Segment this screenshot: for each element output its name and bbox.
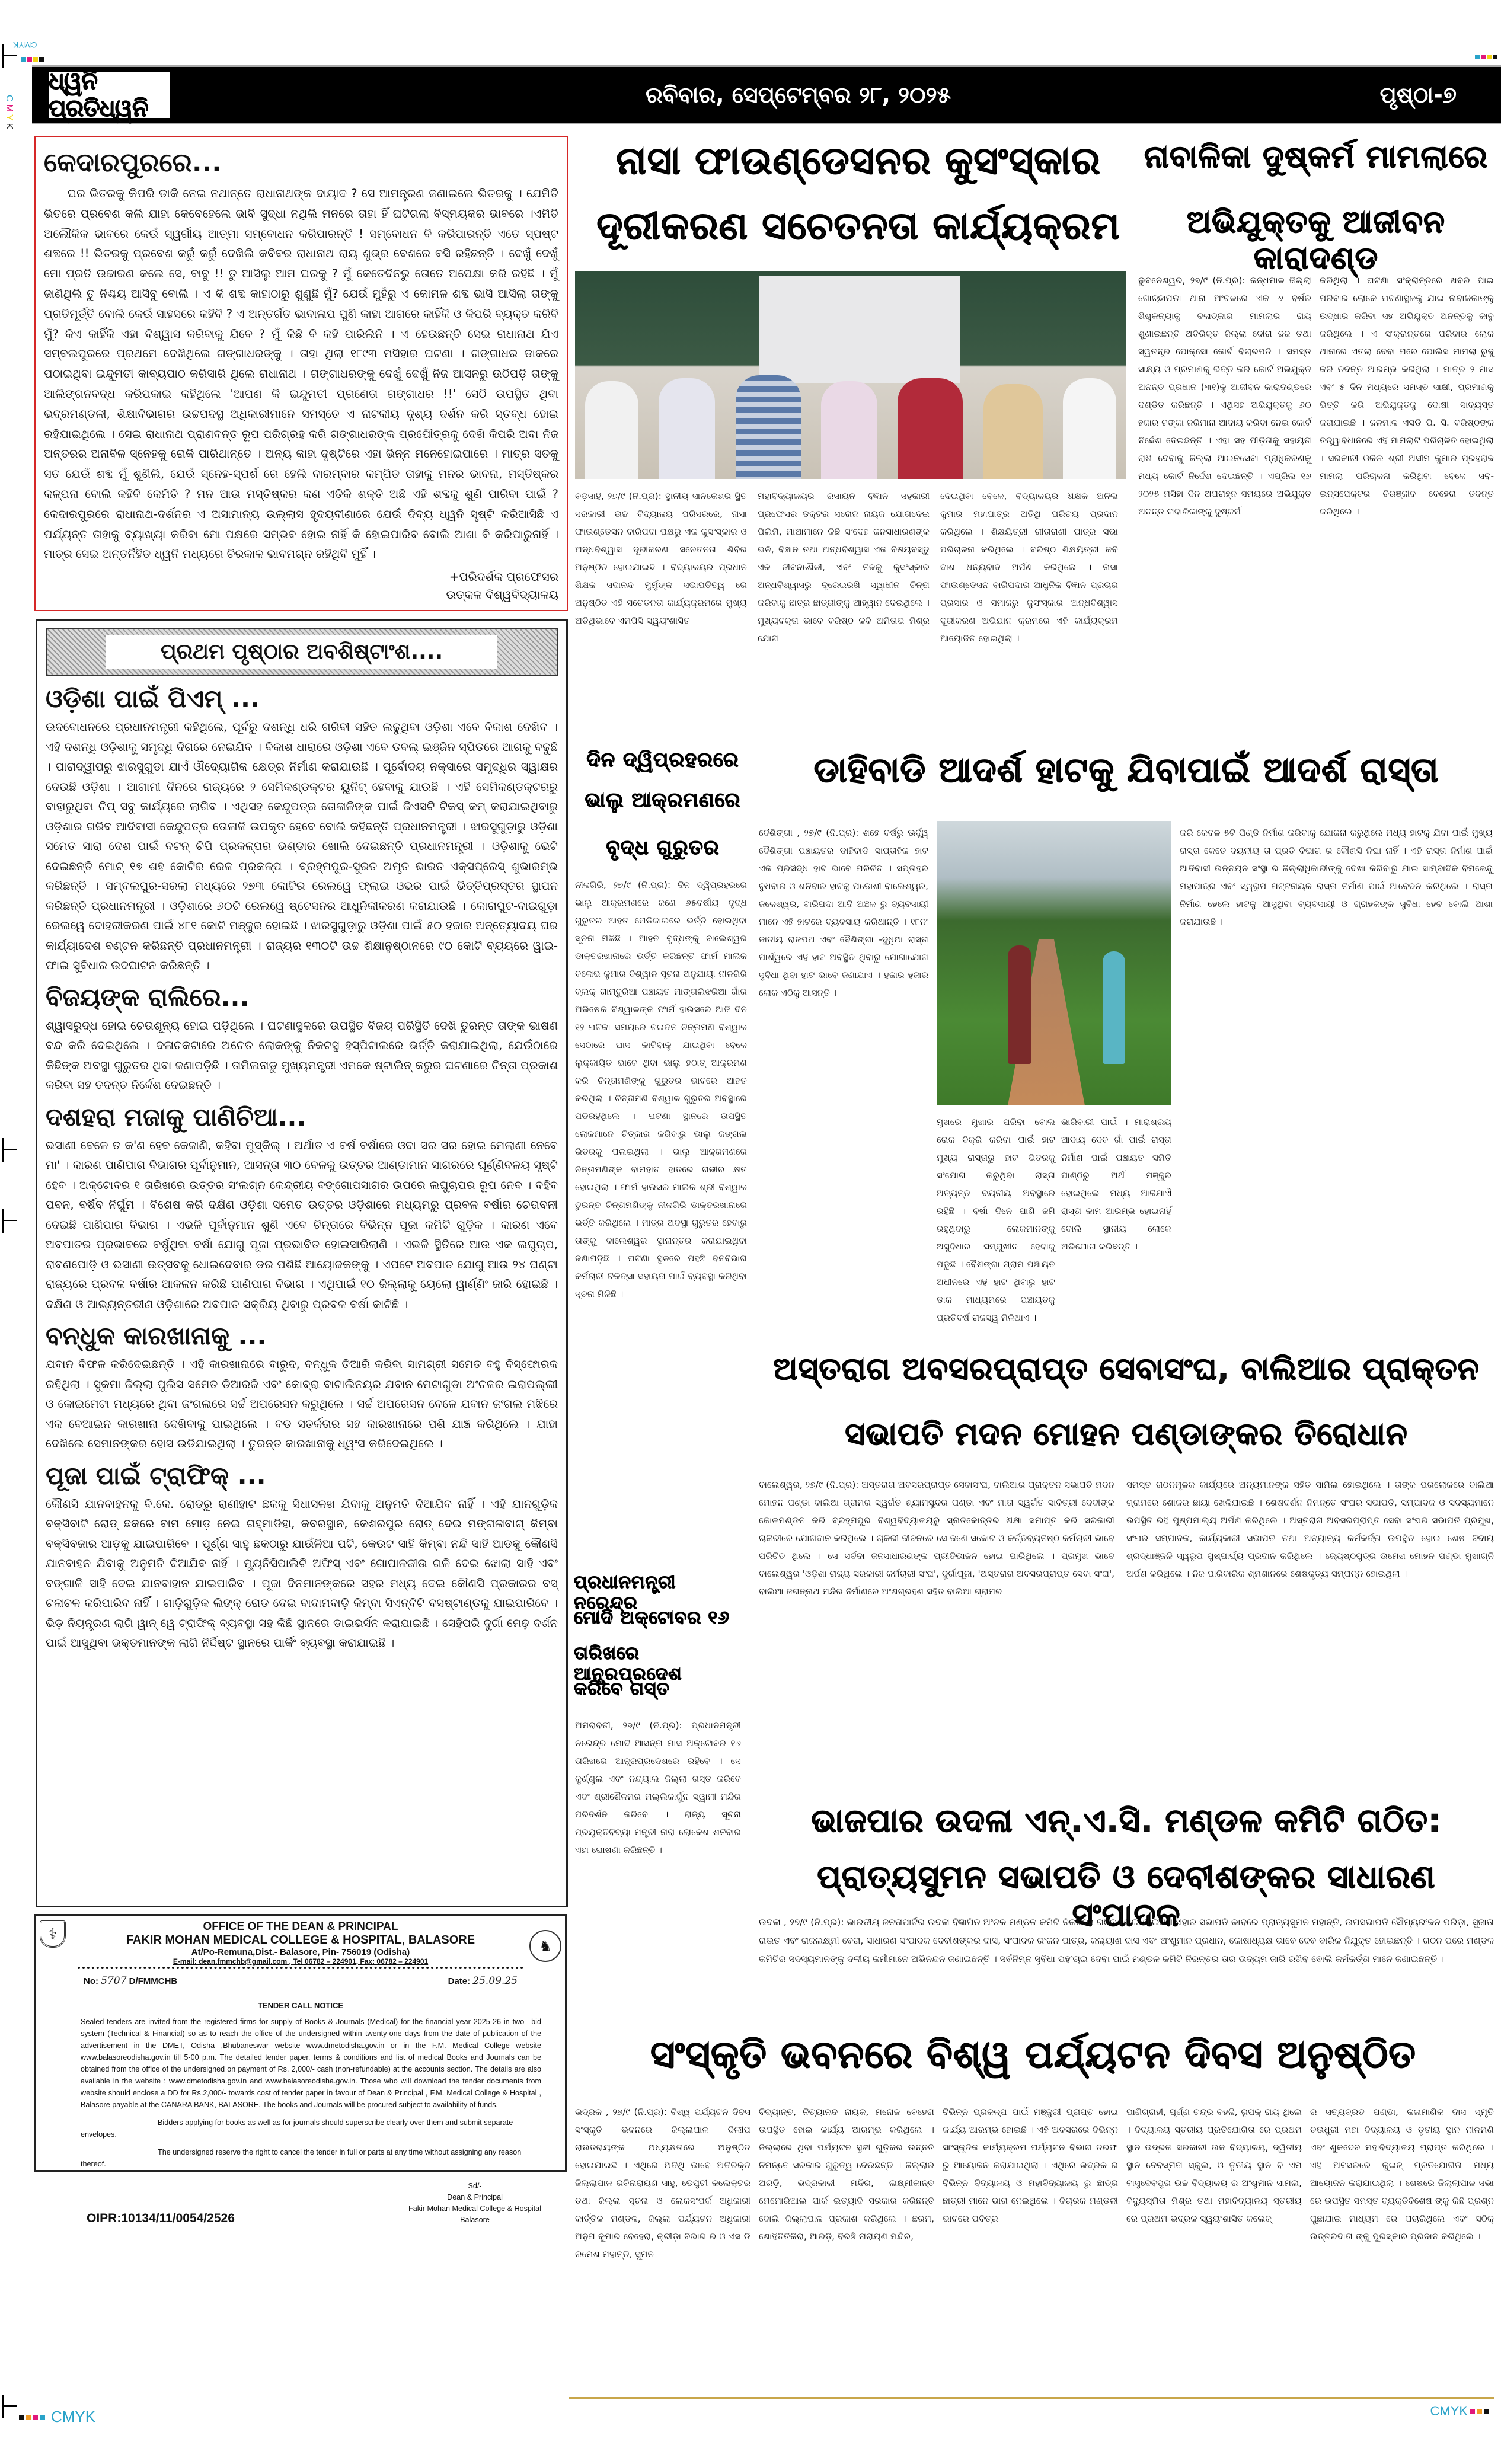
bjp-headline-line-1: ଭାଜପାର ଉଦଳା ଏନ୍.ଏ.ସି. ମଣ୍ଡଳ କମିଟି ଗଠିତ: [811, 1802, 1442, 1839]
registration-crossmark-mid-2 [2, 1209, 18, 1233]
tourism-headline: ସଂସ୍କୃତି ଭବନରେ ବିଶ୍ୱ ପର୍ଯ୍ୟଟନ ଦିବସ ଅନୁଷ୍ଠିତ [650, 2033, 1416, 2077]
editorial-title: କେଦାରପୁରରେ... [44, 148, 222, 178]
nasa-story-col-1: ବଡ଼ସାହି, ୨୭/୯ (ନି.ପ୍ର): ସ୍ଥାନୀୟ ସାନକେଶର ସ୍ଥିତ ସରକାରୀ ଉଚ୍ଚ ବିଦ୍ୟାଳୟ ପରିସରରେ, ନାସା ଫାଉଣ୍ଡେସନ ବାରିପଦା ପକ୍ଷରୁ ଏକ କୁସଂସ୍କାର ଓ ଅନ୍ଧବିଶ୍ୱାସ ଦୂରୀକରଣ ସଚେତନତା ଶିବିର ଅନୁଷ୍ଠିତ ହୋଇଯାଇଛି । ବିଦ୍ୟାଳୟର ପ୍ରଧାନ ଶିକ୍ଷକ ସଦାନନ୍ଦ ମୁର୍ମୁଙ୍କ ସଭାପତିତ୍ୱ ରେ ଅନୁଷ୍ଠିତ ଏହି ସଚେତନତା କାର୍ଯ୍ୟକ୍ରମରେ ମୁଖ୍ୟ ଅତିଥିଭାବେ ଏମପିସି ସ୍ୱୟଂଶାସିତ [575, 491, 747, 626]
nasa-headline-line-2: ଦୂରୀକରଣ ସଚେତନତା କାର୍ଯ୍ୟକ୍ରମ [596, 204, 1120, 248]
market-road-headline: ଡାହିବାଡି ଆଦର୍ଶ ହାଟକୁ ଯିବାପାଇଁ ଆଦର୍ଶ ରାସ୍ତା [813, 750, 1439, 790]
cmyk-label-top: CMYK [13, 40, 37, 50]
registration-crossmark-mid-1 [2, 1138, 18, 1162]
bear-headline-line-3: ବୃଦ୍ଧ ଗୁରୁତର [606, 836, 720, 859]
tender-bidders-note: Bidders applying for books as well as for journals should superscribe clearly over them and submit separate envelopes. [81, 2118, 513, 2139]
color-bars-top-right [1475, 55, 1497, 59]
editorial-body: ଘର ଭିତରକୁ କିପରି ଡାକି ନେଇ ନଥାନ୍ତେ ରାଧାନାଥଙ୍କ ଦାୟାଦ ? ସେ ଆମନ୍ତ୍ରଣ ଜଣାଇଲେ ଭିତରକୁ । ଯେମିତି ଭିତରେ ପ୍ରବେଶ କଲି ଯାହା କେବେହେଲେ ଭାବି ସୁଦ୍ଧା ନଥିଲି ମନରେ ତାହା ହିଁ ଘଟିଗଲା ବିସ୍ମୟକର ଭାବରେ ।ଏମିତି ଅଲୌକିକ ଭାବରେ କେଉଁ ସ୍ୱର୍ଗୀୟ ଆତ୍ମା ସମ୍ବୋଧନ କରିପାରନ୍ତି ! ସମ୍ବୋଧନ ବି କରିପାରନ୍ତି ଏତେ ସ୍ପଷ୍ଟ ଶବ୍ଦରେ !! ଭିତରକୁ ପ୍ରବେଶ କରୁଁ କରୁଁ ଦେଖିଲି କବିବର ରାଧାନାଥ ରାୟ ଶୁଭ୍ର ବେଶରେ ବସି ରହିଛନ୍ତି । ଦେଖୁଁ ଦେଖୁଁ ମୋ ପ୍ରତି ଉଚ୍ଚାରଣ କଲେ ସେ, ବାବୁ !! ତୁ ଆସିଲୁ ଆମ ଘରକୁ ? ମୁଁ କେତେଦିନରୁ ତୋତେ ଅପେକ୍ଷା କରି ରହିଛି । ମୁଁ ଜାଣିଥିଲି ତୁ ନିଶ୍ଚୟ ଆସିବୁ ବୋଲି । ଏ କି ଶବ୍ଦ କାହାଠାରୁ ଶୁଣୁଛି ମୁଁ? ଯେଉଁ ମୁହଁରୁ ଏ କୋମଳ ଶବ୍ଦ ଭାସି ଆସିଲା ତାଙ୍କୁ ପ୍ରତିମୂର୍ତ୍ତି ବୋଲି କେଉଁ ସାହସରେ କହିବି ? ଏ ଅନ୍ତର୍ଗତ ଭାବାଳାପ ପୁଣି କାହା ଆଗରେ କାହିଁକି ଓ କିପରି ବ୍ୟକ୍ତ କରିବି ମୁଁ? କିଏ କାହିଁକି ଏହା ବିଶ୍ୱାସ କରିବାକୁ ଯିବେ ? ମୁଁ କିଛି ବି କହି ପାରିଲିନି । ଏ ହେଉଛନ୍ତି ସେଇ ରାଧାନାଥ ଯିଏ ସମ୍ବଲପୁରରେ ପ୍ରଥମେ ଦେଖିଥିଲେ ଗଙ୍ଗାଧରଙ୍କୁ । ତାହା ଥିଲା ୧୮୯୩ ମସିହାର ଘଟଣା । ଗଙ୍ଗାଧର ଡାକରେ ପଠାଇଥିବା ଇନ୍ଦୁମତୀ କାବ୍ୟପାଠ କରିସାରି ଥିଲେ ରାଧାନାଥ । ଗଙ୍ଗାଧରଙ୍କୁ ଦେଖୁଁ ଦେଖୁଁ ନିଜ ଆସନରୁ ଉଠିପଡ଼ି ତାଙ୍କୁ ଆଲିଙ୍ଗନବଦ୍ଧ କରିପକାଇ କହିଥିଲେ 'ଆପଣ କି ଇନ୍ଦୁମତୀ ପ୍ରଣେତା ଗଙ୍ଗାଧର !!' ସେଠି ଉପସ୍ଥିତ ଥିବା ଭଦ୍ରମଣ୍ଡଳୀ, ଶିକ୍ଷାବିଭାଗର ଉଚ୍ଚପଦସ୍ଥ ଅଧିକାରୀମାନେ ସମସ୍ତେ ଏ ନାଟକୀୟ ଦୃଶ୍ୟ ଦର୍ଶନ କରି ସ୍ତବ୍ଧ ହୋଇ ରହିଯାଇଥିଲେ । ସେଇ ରାଧାନାଥ ପ୍ରାଣବନ୍ତ ରୂପ ପରିଗ୍ରହ କରି ଗଙ୍ଗାଧରଙ୍କ ପ୍ରପୌତ୍ରକୁ ଦେଖି କିପରି ଅବା ନିଜ ଅନ୍ତରର ଅନାବିଳ ସ୍ନେହକୁ ରୋକି ପାରିଥାନ୍ତେ । ଅନ୍ୟ କାହା ଦୃଷ୍ଟିରେ ଏହା ଭିନ୍ନ ମନେହୋଇପାରେ । ମାତ୍ର ସତକୁ ସତ ଯେଉଁ ଶବ୍ଦ ମୁଁ ଶୁଣିଲି, ଯେଉଁ ସ୍ନେହ-ସ୍ପର୍ଶ ରେ ହେଲି ବାରମ୍ବାର କମ୍ପିତ ତାହାକୁ ମନର ଭାବନା, ମସ୍ତିଷ୍କର କଳ୍ପନା ବୋଲି କହିବି କେମିତି ? ମନ ଆଉ ମସ୍ତିଷ୍କର କଣ ଏତିକି ଶକ୍ତି ଅଛି ଏହି ଶବ୍ଦକୁ ଶୁଣି ପାରିବା ପାଇଁ ? କେଦାରପୁରରେ ରାଧାନାଥ-ଦର୍ଶନର ଏ ଅସାମାନ୍ୟ ଉଲ୍ଲାସ ହୃଦୟବୀଣାରେ ଯେଉଁ ଦିବ୍ୟ ଧ୍ୱନି ସୃଷ୍ଟି କରିଆସିଛି ଏ ପର୍ଯ୍ୟନ୍ତ ତାହାକୁ ବ୍ୟାଖ୍ୟା କରିବା ମୋ ପକ୍ଷରେ ସମ୍ଭବ ହୋଇ ନାହିଁ କି ହୋଇପାରିବ ବୋଲି ଆଶା ବି କରିପାରୁନାହିଁ । ମାତ୍ର ସେଇ ଅନ୍ତର୍ନିହିତ ଧ୍ୱନି ମଧ୍ୟରେ ଚିରକାଳ ଭାବମଗ୍ନ ରହିଥିବି ମୁହିଁ । [44, 187, 558, 561]
bear-headline-line-1: ଦିନ ଦ୍ୱିପ୍ରହରରେ [586, 748, 739, 772]
continuation-banner [46, 628, 558, 676]
tender-body: Sealed tenders are invited from the registered firms for supply of Books & Journals (Medical) for the financial year 2025-26 in two –bid system (Technical & Financial) so as to reach the office of the undersigned within twenty-one days from the date of publication of the advertisement in the DMET, Odisha ,Bhubaneswar website www.dmetodisha.gov.in or in the F.M. Medical College website www.balasoreodisha.gov.in till 5-00 p.m. The detailed tender paper, terms & conditions and list of medical Books and Journals can be obtained from the office of the undersigned on payment of Rs. 2,000/- cash (non-refundable) at the accounts section. The details are also available in the website : www.dmetodisha.gov.in and www.balasoreodisha.gov.in. Those who will download the tender documents from website should enclose a DD for Rs.2,000/- towards cost of tender paper in favour of Dean & Principal , F.M. Medical College & Hospital , Balasore payable at the CANARA BANK, BALASORE. The books and Journals will be procured subject to availability of funds. [81, 2018, 541, 2109]
story-body: ଉଦବୋଧନରେ ପ୍ରଧାନମନ୍ତ୍ରୀ କହିଥିଲେ, ପୂର୍ବରୁ ଦଶନ୍ଧି ଧରି ଗରିବୀ ସହିତ ଲଢୁଥିବା ଓଡ଼ିଶା ଏବେ ବିକାଶ ଦେଖିବ । ଏହି ଦଶନ୍ଧି ଓଡ଼ିଶାକୁ ସମୃଦ୍ଧି ଦିଗରେ ନେଇଯିବ । ବିକାଶ ଧାରାରେ ଓଡ଼ିଶା ଏବେ ଡବଲ୍ ଇଞ୍ଜିନ ସ୍ପିଡରେ ଆଗକୁ ବଢୁଛି । ପାରାଦ୍ୱୀପରୁ ଝାରସୁଗୁଡା ଯାଏଁ ଔଦ୍ୟୋଗିକ କ୍ଷେତ୍ର ନିର୍ମାଣ କରାଯାଉଛି । ପୂର୍ବୋଦୟ ନକ୍ସାରେ ସମୃଦ୍ଧିର ସ୍ୱାକ୍ଷର ଦେଉଛି ଓଡ଼ିଶା । ଆଗାମୀ ଦିନରେ ରାଜ୍ୟରେ ୨ ସେମିକଣ୍ଡକ୍ଟର ୟୁନିଟ୍ ହେବାକୁ ଯାଉଛି । ଏହି ସେମିକଣ୍ଡକ୍ଟରରୁ ବାହାରୁଥିବା ଚିପ୍ ସବୁ କାର୍ଯ୍ୟରେ ଲାଗିବ । ଏଥିସହ କେନ୍ଦୁପତ୍ର ତୋଳାଳିଙ୍କ ପାଇଁ ଜିଏସଟି ଟିକସ୍ କମ୍ କରାଯାଇଥିବାରୁ ଓଡ଼ିଶାର ଗରିବ ଆଦିବାସୀ କେନ୍ଦୁପତ୍ର ତୋଳାଳି ଉପକୃତ ହେବେ ବୋଲି କହିଛନ୍ତି ପ୍ରଧାନମନ୍ତ୍ରୀ । ଝାରସୁଗୁଡ଼ାରୁ ଓଡ଼ିଶା ସମେତ ସାରା ଦେଶ ପାଇଁ ବଟନ୍ ଚିପି ପ୍ରକଳ୍ପର ଭଣ୍ଡାର ଖୋଲି ଦେଇଛନ୍ତି ପ୍ରଧାନମନ୍ତ୍ରୀ । ଓଡ଼ିଶାକୁ ଭେଟି ଦେଇଛନ୍ତି ମୋଟ୍ ୧୭ ଶହ କୋଟିର ରେଳ ପ୍ରକଳ୍ପ । ବ୍ରହ୍ମପୁର-ସୁରତ ଅମୃତ ଭାରତ ଏକ୍ସପ୍ରେସ୍ ଶୁଭାରମ୍ଭ କରିଛନ୍ତି । ସମ୍ବଲପୁର-ସରଲା ମଧ୍ୟରେ ୨୭୩ କୋଟିର ରେଲୱେ ଫ୍ଲାଇ ଓଭର ପାଇଁ ଭିତ୍ତିପ୍ରସ୍ତର ସ୍ଥାପନ କରିଛନ୍ତି ପ୍ରଧାନମନ୍ତ୍ରୀ । ଓଡ଼ିଶାରେ ୬୦ଟି ରେଲୱେ ଷ୍ଟେସନର ଆଧୁନିକୀକରଣ କରାଯାଉଛି । କୋରାପୁଟ-ବାଇଗୁଡ଼ା ରେଲୱେ ଦୋହରୀକରଣ ପାଇଁ ୪୮୧ କୋଟି ମଞ୍ଜୁର ହୋଇଛି । ଝାରସୁଗୁଡ଼ାରୁ ଓଡ଼ିଶା ପାଇଁ ୫୦ ହଜାର ଅନ୍ତ୍ୟୋଦୟ ଘର କାର୍ଯ୍ୟାଦେଶ ବଣ୍ଟନ କରିଛନ୍ତି ପ୍ରଧାନମନ୍ତ୍ରୀ । ରାଜ୍ୟର ୧୩୦ଟି ଉଚ୍ଚ ଶିକ୍ଷାନୁଷ୍ଠାନରେ ୯୦ କୋଟି ବ୍ୟୟରେ ୱାଇ-ଫାଇ ସୁବିଧାର ଉଦଘାଟନ କରିଛନ୍ତି । [46, 720, 558, 972]
story-body: କୌଣସି ଯାନବାହନକୁ ବି.କେ. ରୋଡ୍‌ରୁ ରାଣୀହାଟ ଛକକୁ ସିଧାସଳଖ ଯିବାକୁ ଅନୁମତି ଦିଆଯିବ ନାହିଁ । ଏହି ଯାନଗୁଡ଼ିକ ବକ୍ସିବାଟି ରୋଡ୍ ଛକରେ ବାମ ମୋଡ଼ ନେଇ ଗହ୍ମାଡିହା, କବରସ୍ଥାନ, କେଶରପୁର ରୋଡ୍ ଦେଇ ମଙ୍ଗଳାବାଗ୍ କିମ୍ବା ବକ୍ସିବଜାର ଆଡ଼କୁ ଯାଇପାରିବେ । ପୂର୍ଣ୍ଣ ସାହୁ ଛକଠାରୁ ଯାଉଁଳିଆ ପଟି, କେଉଟ ସାହି କିମ୍ବା ନନ୍ଦି ସାହି ଆଡକୁ କୌଣସି ଯାନବାହନ ଯିବାକୁ ଅନୁମତି ଦିଆଯିବ ନାହିଁ । ମ୍ୟୁନିସିପାଲିଟି ଅଫିସ୍ ଏବଂ ଗୋପାଳଜୀଉ ଗଳି ଦେଇ ଝୋଲା ସାହି ଏବଂ ବଙ୍ଗାଳି ସାହି ଦେଇ ଯାନବାହାନ ଯାଇପାରିବ । ପୂଜା ଦିନମାନଙ୍କରେ ସହର ମଧ୍ୟ ଦେଇ କୌଣସି ପ୍ରକାରର ବସ୍ ଚଳାଚଳ କରିପାରିବ ନାହିଁ । ଗାଡ଼ିଗୁଡ଼ିକ ଲିଙ୍କ୍ ରୋଡ ଦେଇ ବାଦାମବାଡ଼ି କିମ୍ବା ସିଏନ୍‌ବିଟି ବସଷ୍ଟାଣ୍ଡକୁ ଯାଇପାରିବେ । ଭିଡ଼ ନିୟନ୍ତ୍ରଣ ଲାଗି ୱାନ୍ ୱେ ଟ୍ରାଫିକ୍ ବ୍ୟବସ୍ଥା ସହ କିଛି ସ୍ଥାନରେ ଡାଇଭର୍ସନ କରାଯାଇଛି । ସେହିପରି ଦୁର୍ଗା ମେଢ଼ ଦର୍ଶନ ପାଇଁ ଆସୁଥିବା ଭକ୍ତମାନଙ୍କ ଲାଗି ନିର୍ଦ୍ଦିଷ୍ଟ ସ୍ଥାନରେ ପାର୍କିଂ ବ୍ୟବସ୍ଥା କରାଯାଇଛି । [46, 1497, 558, 1650]
sig-line: Dean & Principal [447, 2193, 503, 2201]
tender-college: FAKIR MOHAN MEDICAL COLLEGE & HOSPITAL, BALASORE [126, 1934, 475, 1947]
cyclist-left [1008, 945, 1031, 1064]
newspaper-logo: ଧ୍ୱନି ପ୍ରତିଧ୍ୱନି [49, 72, 170, 118]
editorial-byline-role: +ପରିଦର୍ଶକ ପ୍ରଫେସର [449, 570, 558, 584]
nasa-story-col-3: ଦେଇଥିବା ବେଳେ, ବିଦ୍ୟାଳୟର ଶିକ୍ଷକ ଅନିଲ କୁମାର ମହାପାତ୍ର ଅତିଥି ପରିଚୟ ପ୍ରଦାନ କରିଥିଲେ । ଶିକ୍ଷୟିତ୍ରୀ ଗୀତାରାଣୀ ପାତ୍ର ସଭା ପରିଚାଳନା କରିଥିଲେ । ବରିଷ୍ଠ ଶିକ୍ଷୟିତ୍ରୀ କବି ଦାଶ ଧନ୍ୟବାଦ ଅର୍ପଣ କରିଥିଲେ । ନାସା ଫାଉଣ୍ଡେସନ ବାରିପଦାର ଆଧୁନିକ ବିଜ୍ଞାନ ପ୍ରଚାର ପ୍ରସାର ଓ ସମାଜରୁ କୁସଂସ୍କାର ଅନ୍ଧବିଶ୍ୱାସ ଦୂରୀକରଣ ଅଭିଯାନ କ୍ରମରେ ଏହି କାର୍ଯ୍ୟକ୍ରମ ଆୟୋଜିତ ହୋଇଥିଲା । [940, 491, 1118, 644]
tender-oipr-code: OIPR:10134/11/0054/2526 [87, 2211, 235, 2225]
cmyk-side-strip: CMYK [4, 95, 14, 132]
issue-date: ରବିବାର, ସେପ୍ଟେମ୍ବର ୨୮, ୨୦୨୫ [646, 81, 951, 108]
story-title: ଓଡ଼ିଶା ପାଇଁ ପିଏମ୍ ... [46, 684, 260, 713]
masthead [32, 65, 1501, 124]
registration-crossmark-bottom [2, 2395, 18, 2418]
tender-notice-ad [34, 1914, 567, 2225]
nasa-group-photo [575, 271, 1126, 479]
court-headline-line-1: ନାବାଳିକା ଦୁଷ୍କର୍ମ ମାମଲାରେ [1144, 139, 1488, 175]
tender-office: OFFICE OF THE DEAN & PRINCIPAL [203, 1920, 398, 1933]
pm-visit-headline-line-3: ତାରିଖରେ ଆନ୍ଧ୍ରପ୍ରଦେଶ [574, 1643, 682, 1685]
story-title: ପୂଜା ପାଇଁ ଟ୍ରାଫିକ୍ ... [46, 1460, 266, 1490]
obituary-headline-line-1: ଅସ୍ତରାଗ ଅବସରପ୍ରାପ୍ତ ସେବାସଂଘ, ବାଲିଆର ପ୍ରାକ୍ତନ [773, 1351, 1480, 1387]
cmyk-marks-bottom-left [19, 2408, 95, 2426]
tender-no-suffix: D/FMMCHB [129, 1976, 178, 1986]
tourism-col-4: ପାଣିଗ୍ରାହୀ, ପୂର୍ଣ୍ଣ ଚନ୍ଦ୍ର ବହଳି, ରୂପକ୍ ରାୟ ଥିଲେ । ବିଦ୍ୟାଳୟ ସ୍ତରୀୟ ପ୍ରତିଯୋଗିତା ରେ ପ୍ରଥମ ସ୍ଥାନ ଭଦ୍ରକ ସରକାରୀ ଉଚ୍ଚ ବିଦ୍ୟାଳୟ, ଦ୍ୱିତୀୟ ସ୍ଥାନ ଦେବସ୍ମିତା ସ୍କୁଲ, ଓ ତୃତୀୟ ସ୍ଥାନ ବି ଏମ ବାସୁଦେବପୁର ଉଚ୍ଚ ବିଦ୍ୟାଳୟ ର ଅଂଶୁମାନ ସାମଲ, ବିଦ୍ୟୁସ୍ମିତା ମିଶ୍ର ତଥା ମହାବିଦ୍ୟାଳୟ ସ୍ତରୀୟ ରେ ପ୍ରଥମ ଭଦ୍ରକ ସ୍ୱୟଂଶାସିତ କଲେଜ୍ [1126, 2107, 1302, 2224]
pm-visit-story-body: ଅମରାବତୀ, ୨୭/୯ (ନି.ପ୍ର): ପ୍ରଧାନମନ୍ତ୍ରୀ ନରେନ୍ଦ୍ର ମୋଦି ଆସନ୍ତା ମାସ ଅକ୍ଟୋବର ୧୬ ତାରିଖରେ ଆନ୍ଧ୍ରପ୍ରଦେଶରେ ରହିବେ । ସେ କୁର୍ଣ୍ଣୁଲ ଏବଂ ନନ୍ଦ୍ୟାଲ ଜିଲ୍ଲା ଗସ୍ତ କରିବେ ଏବଂ ଶ୍ରୀଶୈଳମର ମଲ୍ଲିକାର୍ଜୁନ ସ୍ୱାମୀ ମନ୍ଦିର ପରିଦର୍ଶନ କରିବେ । ରାଜ୍ୟ ସୂଚନା ପ୍ରଯୁକ୍ତିବିଦ୍ୟା ମନ୍ତ୍ରୀ ନାରା ଲୋକେଶ ଶନିବାର ଏହା ଘୋଷଣା କରିଛନ୍ତି । [575, 1720, 741, 1855]
tourism-col-5: ର ସତ୍ୟବ୍ରତ ପଣ୍ଡା, କଳାମାଣିକ ଦାସ ସ୍ମୃତି ଚଉଧୁରୀ ମହା ବିଦ୍ୟାଳୟ ଓ ତୃତୀୟ ସ୍ଥାନ ନୀଳମଣି ଏବଂ ଶୁକଦେବ ମହାବିଦ୍ୟାଳୟ ପ୍ରାପ୍ତ କରିଥିଲେ । ଏହି ଅବସରରେ କୁଇଜ୍ ପ୍ରତିଯୋଗିତା ମଧ୍ୟ ଆୟୋଜନ କରାଯାଇଥିଲା । ଶେଷରେ ଜିଲ୍ଲାପାଳ ସଭା ରେ ଉପସ୍ଥିତ ସମସ୍ତ ବ୍ୟକ୍ତିବିଶେଷ ଙ୍କୁ କିଛି ପ୍ରଶ୍ନ ପୁଛାଯାଇ ମାଧ୍ୟମ ରେ ପଚାରିଥିଲେ ଏବଂ ସଠିକ୍ ଉତ୍ତରଦାତା ଙ୍କୁ ପୁରସ୍କାର ପ୍ରଦାନ କରିଥିଲେ । [1310, 2107, 1494, 2242]
tender-date [448, 1975, 518, 1987]
page-number: ପୃଷ୍ଠା-୭ [1379, 81, 1457, 108]
bottom-rule-right [569, 2397, 1494, 2399]
market-road-col-2: ମୁଖରେ ମୁଖାର ପରିବା ବୋଲ ରୋକ ବିକ୍ରି କରିବା ପାଇଁ ହାଟ ମୁଖ୍ୟ ରାସ୍ତାରୁ ହାଟ ଭିତରକୁ ସଂଯୋଗ କରୁଥିବା ରାସ୍ତା ଅତ୍ୟନ୍ତ ଦୟନୀୟ ଅବସ୍ଥାରେ ରହିଛି । ବର୍ଷା ଦିନେ ପାଣି ଜମି ରହୁଥିବାରୁ ଲୋକମାନଙ୍କୁ ଅସୁବିଧାର ସମ୍ମୁଖୀନ ହେବାକୁ ପଡୁଛି । ବୈଶିଙ୍ଗା ଗ୍ରାମ ପଞ୍ଚାୟତ ଅଧୀନରେ ଏହି ହାଟ ଥିବାରୁ ହାଟ ଡାକ ମାଧ୍ୟମରେ ପଞ୍ଚାୟତକୁ ପ୍ରତିବର୍ଷ ରାଜସ୍ୱ ମିଳିଥାଏ । [937, 1117, 1055, 1323]
story-title: ବିଜୟଙ୍କ ରାଲିରେ... [46, 982, 250, 1012]
sig-line: Fakir Mohan Medical College & Hospital [408, 2204, 541, 2213]
medical-college-emblem-icon: ⚕ [40, 1920, 66, 1948]
nasa-story-col-2: ମହାବିଦ୍ୟାଳୟର ରସାୟନ ବିଜ୍ଞାନ ସହକାରୀ ପ୍ରଫେସର ଡକ୍ଟର ସରୋଜ ନାୟକ ଯୋଗଦେଇ ପିଲିମି, ମାଆମାନେ କିଛି ସଂଦେହ ଜନସାଧାରଣଙ୍କ ଭଳି, ବିଜ୍ଞାନ ତଥା ଅନ୍ଧବିଶ୍ୱାସ ଏକ ବିଷୟବସ୍ତୁ ଏକ ଜୀବନଶୈଳୀ, ଏବଂ ନିଜକୁ କୁସଂସ୍କାର ଅନ୍ଧବିଶ୍ୱାସରୁ ଦୂରେଇରଖି ସ୍ୱାଧୀନ ଚିନ୍ତା କରିବାକୁ ଛାତ୍ର ଛାତ୍ରୀଙ୍କୁ ଆହ୍ୱାନ ଦେଇଥିଲେ । ମୁଖ୍ୟବକ୍ତା ଭାବେ ବରିଷ୍ଠ କବି ଅମିତାଭ ମିଶ୍ର ଯୋଗ [758, 491, 930, 644]
color-bars-top-left [21, 57, 44, 62]
continuation-story [46, 684, 558, 976]
court-story-col-2: କରିଥିଲା । ଘଟଣା ସଂକ୍ରାନ୍ତରେ ଖବର ପାଇ ପରିବାର ଲୋକେ ଘଟଣାସ୍ଥଳକୁ ଯାଇ ନାବାଳିକାଙ୍କୁ ଉଦ୍ଧାର କରିବା ସହ ଅଭିଯୁକ୍ତ ଅନନ୍ତକୁ କାବୁ କରିଥିଲେ । ଏ ସଂକ୍ରାନ୍ତରେ ପରିବାର ଲୋକ ଥାନାରେ ଏତଲା ଦେବା ପରେ ପୋଲିସ ମାମଲା ରୁଜୁ କରି ତଦନ୍ତ ଆରମ୍ଭ କରିଥିଲା । ମାତ୍ର ୨ ମାସ ଏବଂ ୫ ଦିନ ମଧ୍ୟରେ ସମସ୍ତ ସାକ୍ଷୀ, ପ୍ରମାଣକୁ ଭିତ୍ତି କରି ଅଭିଯୁକ୍ତକୁ ଦୋଷୀ ସାବ୍ୟସ୍ତ କରାଯାଇଛି । ଜଳମାଳ ଏସଡି ପି. ସି. ବରିଷ୍ଠଙ୍କ ତତ୍ତ୍ୱାବଧାନରେ ଏହି ମାମଲାଟି ପରିଚାଳିତ ହୋଇଥିଲା । ସରକାରୀ ଓକିଲ ଶ୍ରୀ ଅସୀମ କୁମାର ପ୍ରହରାଜ ମାମଲା ପରିଚାଳନା କରିଥିବା ବେଳେ ସବ- ଇନ୍ସପେକ୍ଟର ଚିରଞ୍ଜୀବ ବେହେରା ତଦନ୍ତ କରିଥିଲେ । [1320, 275, 1494, 517]
obituary-headline-line-2: ସଭାପତି ମଦନ ମୋହନ ପଣ୍ଡାଙ୍କର ତିରୋଧାନ [845, 1417, 1408, 1452]
tender-no-value: 5707 [101, 1975, 127, 1987]
cyclist-right [1103, 951, 1125, 1064]
continuation-story [46, 1102, 558, 1315]
story-body: ଭସାଣୀ ବେଳେ ତ କ'ଣ ହେବ କେଜାଣି, କହିବା ମୁସ୍କିଲ୍ । ଅର୍ଥାତ ଏ ବର୍ଷ ବର୍ଷାରେ ଓଦା ସର ସର ହୋଇ ମେଲାଣୀ ନେବେ ମା' । କାରଣ ପାଣିପାଗ ବିଭାଗର ପୂର୍ବାନୁମାନ, ଆସନ୍ତା ୩୦ ବେଳକୁ ଉତ୍ତର ଆଣ୍ଡାମାନ ସାଗରରେ ଘୂର୍ଣ୍ଣିବଳୟ ସୃଷ୍ଟି ହେବ । ଅକ୍ଟୋବର ୧ ତାରିଖରେ ଉତ୍ତର ସଂଲଗ୍ନ କେନ୍ଦ୍ରୀୟ ବଙ୍ଗୋପସାଗର ଉପରେ ଲଘୁଚାପର ରୂପ ନେବ । ବହିବ ପବନ, ବର୍ଷିବ ନିର୍ଘୁମ । ବିଶେଷ କରି ଦକ୍ଷିଣ ଓଡ଼ିଶା ସମେତ ଉତ୍ତର ଓଡ଼ିଶାରେ ମଧ୍ୟମରୁ ପ୍ରବଳ ବର୍ଷାର ଚେତାବନୀ ଦେଇଛି ପାଣିପାଗ ବିଭାଗ । ଏଭଳି ପୂର୍ବାନୁମାନ ଶୁଣି ଏବେ ଚିନ୍ତାରେ ବିଭିନ୍ନ ପୂଜା କମିଟି ଗୁଡ଼ିକ । କାରଣ ଏବେ ଅବପାତର ପ୍ରଭାବରେ ବର୍ଷୁଥିବା ବର୍ଷା ଯୋଗୁ ପୂଜା ପ୍ରଭାବିତ ହୋଇସାରିଲାଣି । ଏଭଳି ସ୍ଥିତିରେ ଆଉ ଏକ ଲଘୁଚାପ, ରାବଣପୋଡ଼ି ଓ ଭସାଣୀ ଉତ୍ସବକୁ ଧୋଇଦେବାର ଡର ପଶିଛି ଆୟୋଜକଙ୍କୁ । ଏପଟେ ଅବପାତ ଯୋଗୁ ଆଉ ୨୪ ଘଣ୍ଟା ରାଜ୍ୟରେ ପ୍ରବଳ ବର୍ଷାର ଆକଳନ କରିଛି ପାଣିପାଗ ବିଭାଗ । ଏଥିପାଇଁ ୧୦ ଜିଲ୍ଲାକୁ ୟେଲୋ ୱାର୍ଣ୍ଣିଂ ଜାରି ହୋଇଛି । ଦକ୍ଷିଣ ଓ ଆଭ୍ୟନ୍ତରୀଣ ଓଡ଼ିଶାରେ ଅବପାତ ସକ୍ରିୟ ଥିବାରୁ ପ୍ରବଳ ବର୍ଷା କାଟିଛି । [46, 1138, 558, 1311]
tender-contact: E-mail: dean.fmmchb@gmail.com , Tel 06782 – 224901, Fax: 06782 – 224901 [173, 1957, 429, 1966]
tender-date-label: Date: [448, 1976, 471, 1986]
bear-story-body: ନୀଳଗିରି, ୨୭/୯ (ନି.ପ୍ର): ଦିନ ଦ୍ୱିପ୍ରହରରେ ଭାଲୁ ଆକ୍ରମଣରେ ଜଣେ ୬୫ବର୍ଷୀୟ ବୃଦ୍ଧ ଗୁରୁତର ଆହତ ମେଡିକାଲରେ ଭର୍ତ୍ତି ହୋଇଥିବା ସୂଚନା ମିଳିଛି । ଆହତ ବୃଦ୍ଧଙ୍କୁ ବାଲେଶ୍ୱର ଡାକ୍ତରଖାନାରେ ଭର୍ତ୍ତି କରିଛନ୍ତି ଫାର୍ମ ମାଲିକ ବଳୋଭ କୁମାର ବିଶ୍ୱାଳ ସୂଚନା ଅନୁଯାୟୀ ନୀଳଗିରି ବ୍ଲକ୍ ଗାମ୍ବୁରିଆ ପଞ୍ଚାୟତ ମାଙ୍ଗଲିଝରିଆ ଗାଁର ଅଭିଷେକ ବିଶ୍ୱାଳଙ୍କ ଫାର୍ମ ହାଉସରେ ଆଜି ଦିନ ୧୨ ଘଟିକା ସମୟରେ ଚଇତନ ଚିନ୍ତାମଣି ବିଶ୍ୱାଳ ସେଠାରେ ଘାସ କାଟିବାକୁ ଯାଇଥିବା ବେଳେ ଲୁକ୍କାୟିତ ଭାବେ ଥିବା ଭାଲୁ ହଠାତ୍ ଆକ୍ରମଣ କରି ଚିନ୍ତାମଣିଙ୍କୁ ଗୁରୁତର ଭାବରେ ଆହତ କରିଥିଲା । ଚିନ୍ତାମଣି ବିଶ୍ୱାଳ ଗୁରୁତର ଅବସ୍ଥାରେ ପଡିରହିଥିଲେ । ଘଟଣା ସ୍ଥାନରେ ଉପସ୍ଥିତ ଲୋକମାନେ ଚିତ୍କାର କରିବାରୁ ଭାଲୁ ଜଙ୍ଗଲ ଭିତରକୁ ପଳାଇଥିଲା । ଭାଲୁ ଆକ୍ରମଣରେ ଚିନ୍ତାମଣିଙ୍କ ବାମହାତ ହାତରେ ଗଭୀର କ୍ଷତ ହୋଇଥିଲା । ଫାର୍ମ ହାଉସର ମାଲିକ ଶ୍ରୀ ବିଶ୍ୱାଳ ତୁରନ୍ତ ଚିନ୍ତାମଣିଙ୍କୁ ନୀଳଗିରି ଡାକ୍ତରଖାନାରେ ଭର୍ତ୍ତି କରିଥିଲେ । ମାତ୍ର ଅବସ୍ଥା ଗୁରୁତର ହେବାରୁ ତାଙ୍କୁ ବାଲେଶ୍ୱର ସ୍ଥାନାନ୍ତର କରାଯାଇଥିବା ଜଣାପଡ଼ିଛି । ଘଟଣା ସ୍ଥଳରେ ପହଞ୍ଚି ବନବିଭାଗ କର୍ମଚାରୀ ଚିକିତ୍ସା ସହାୟତା ପାଇଁ ବ୍ୟବସ୍ଥା କରିଥିବା ସୂଚନା ମିଳିଛି । [575, 880, 747, 1299]
continuation-story [46, 983, 558, 1095]
tender-divider [78, 1967, 523, 1969]
tender-date-value: 25.09.25 [472, 1975, 518, 1987]
nasa-headline-line-1: ନାସା ଫାଉଣ୍ଡେସନର କୁସଂସ୍କାର [616, 139, 1101, 183]
seated-people [575, 378, 1126, 479]
court-headline-line-2: ଅଭିଯୁକ୍ତକୁ ଆଜୀବନ କାରାଦଣ୍ଡ [1187, 204, 1445, 276]
cmyk-label-bottom-left: CMYK [51, 2408, 96, 2425]
market-road-col-3: ଭାରିବାରୀ ପାଇଁ । ମାରାଶ୍ରୟ ଆଦାୟ ଦେବ ଗାଁ ପାଇଁ ରାସ୍ତା ନିର୍ମାଣ ପାଇଁ ପଞ୍ଚାୟତ ସମିତି ପାଣ୍ଠିରୁ ଅର୍ଥ ମଞ୍ଜୁର ହୋଇଥିଲେ ମଧ୍ୟ ଆଜିଯାଏଁ ରାସ୍ତା କାମ ଆରମ୍ଭ ହୋଇନାହିଁ ବୋଲି ସ୍ଥାନୀୟ ଲୋକେ ଅଭିଯୋଗ କରିଛନ୍ତି । [1061, 1117, 1171, 1252]
cmyk-marks-bottom-right [1430, 2404, 1489, 2419]
editorial-byline-institution: ଉତ୍କଳ ବିଶ୍ୱବିଦ୍ୟାଳୟ [446, 587, 558, 602]
tender-cancellation-note: The undersigned reserve the right to cancel the tender in full or parts at any time without assigning any reason thereof. [81, 2148, 522, 2168]
obituary-col-1: ବାଲେଶ୍ୱର, ୨୭/୯ (ନି.ପ୍ର): ଅସ୍ତରାଗ ଅବସରପ୍ରାପ୍ତ ସେବାସଂଘ, ବାଲିଆର ପ୍ରାକ୍ତନ ସଭାପତି ମଦନ ମୋହନ ପଣ୍ଡା ବାଲିଆ ଗ୍ରାମର ସ୍ୱର୍ଗତ ଶ୍ୟାମସୁନ୍ଦର ପଣ୍ଡା ଏବଂ ମାତା ସ୍ୱର୍ଗତ ସାବିତ୍ରୀ ଦେବୀଙ୍କ କୋଳମଣ୍ଡନ କରି ବ୍ରହ୍ମପୁର ବିଶ୍ୱବିଦ୍ୟାଳୟରୁ ସ୍ନାତକୋତ୍ତର ଶିକ୍ଷା ସମାପ୍ତ କରି ସରକାରୀ ଚାକିରୀରେ ଯୋଗଦାନ କରିଥିଲେ । ଚାକିରୀ ଜୀବନରେ ସେ ଜଣେ ସଚ୍ଚୋଟ ଓ କର୍ତ୍ତବ୍ୟନିଷ୍ଠ କର୍ମଚାରୀ ଭାବେ ପରିଚିତ ଥିଲେ । ସେ ସର୍ବଦା ଜନସାଧାରଣଙ୍କ ପ୍ରୀତିଭାଜନ ହୋଇ ପାରିଥିଲେ । ପ୍ରମୁଖ ଭାବେ ବାଲେଶ୍ୱର 'ଓଡ଼ିଶା ରାଜ୍ୟ ସରକାରୀ କର୍ମଚାରୀ ସଂଘ', ଦୁର୍ଗାପୂଜା, 'ଅସ୍ତରାଗ ଅବସରପ୍ରାପ୍ତ ସେବା ସଂଘ', ବାଲିଆ ଜଗନ୍ନାଥ ମନ୍ଦିର ନିର୍ମାଣରେ ଅଂଶଗ୍ରହଣ ସହିତ ବାଲିଆ ଗ୍ରାମର [759, 1479, 1114, 1597]
cmyk-label-bottom-right: CMYK [1430, 2404, 1468, 2418]
pm-visit-headline-line-4: କରିବେ ଗସ୍ତ [574, 1679, 670, 1699]
continuation-banner-label: ପ୍ରଥମ ପୃଷ୍ଠାର ଅବଶିଷ୍ଟାଂଶ.... [106, 635, 497, 669]
tender-reference [84, 1975, 177, 1987]
story-body: ଯବାନ ବିଫଳ କରିଦେଇଛନ୍ତି । ଏହି କାରଖାନାରେ ବାରୁଦ, ବନ୍ଧୁକ ତିଆରି କରିବା ସାମଗ୍ରୀ ସମେତ ବହୁ ବିସ୍ଫୋରକ ରହିଥିଲା । ସୁକମା ଜିଲ୍ଲା ପୁଲିସ ସମେତ ଡିଆରଜି ଏବଂ କୋବ୍ରା ବାଟାଲିନୟର ଯବାନ ମେଟାଗୁଡା ଅଂଚଳର ଇରାପଲ୍ଲୀ ଓ କୋଇମେଟା ମଧ୍ୟରେ ଥିବା ଜଂଗଲରେ ସର୍ଚ୍ଚ ଅପରେସନ କରୁଥିଲେ । ସର୍ଚ୍ଚ ଅପରେସନ ବେଳେ ଯବାନ ଜଂଗଲ ମଝିରେ ଏକ ବେଆଇନ କାରଖାନା ଦେଖିବାକୁ ପାଇଥିଲେ । ବଡ ସତର୍କତାର ସହ କାରଖାନାରେ ପଶି ଯାଞ୍ଚ କରିଥିଲେ । ଯାହା ଦେଖିଲେ ସେମାନଙ୍କର ହୋସ ଉଡିଯାଇଥିଲା । ତୁରନ୍ତ କାରଖାନାକୁ ଧ୍ୱଂସ କରିଦେଇଥିଲେ । [46, 1357, 558, 1450]
tender-address: At/Po-Remuna,Dist.- Balasore, Pin- 756019 (Odisha) [191, 1947, 410, 1957]
continuation-story [46, 1321, 558, 1454]
sig-line: Sd/- [468, 2182, 482, 2190]
bjp-story-body: ଉଦଳା , ୨୭/୯ (ନି.ପ୍ର): ଭାରତୀୟ ଜନତାପାର୍ଟିର ଉଦଳା ବିଜ୍ଞାପିତ ଅଂଚଳ ମଣ୍ଡଳ କମିଟି ନିକଟରେ ଗଠିତ ହୋଇ ଯାଇଛି । ଏହାର ସଭାପତି ଭାବରେ ପ୍ରାତ୍ୟସୁମନ ମହାନ୍ତି, ଉପସଭାପତି ସୌମ୍ୟରଂଜନ ପରିଡ଼ା, ସୁଜାତା ରାଉତ ଏବଂ ରାଜଲକ୍ଷ୍ମୀ ବେରା, ସାଧାରଣ ସଂପାଦକ ଦେବୀଶଙ୍କର ଦାସ, ସଂପାଦକ ରଂଜନ ପାତ୍ର, କଲ୍ୟାଣ ଦାସ ଏବଂ ଅଂଶୁମାନ ପ୍ରଧାନ, କୋଷାଧ୍ୟକ୍ଷ ଭାବେ ଦେବ ବାରିକ ନିଯୁକ୍ତ ହୋଇଛନ୍ତି । ଗଠନ ପରେ ମଣ୍ଡଳ କମିଟିର ସଦସ୍ୟମାନଙ୍କୁ ଦଳୀୟ କର୍ମୀମାନେ ଅଭିନନ୍ଦନ ଜଣାଇଛନ୍ତି । ସର୍ବନିମ୍ନ ସୁବିଧା ପହଂଚାଇ ଦେବା ପାଇଁ ମଣ୍ଡଳ କମିଟି ନିରନ୍ତର ତାର ଉଦ୍ୟମ ଜାରି ରଖିବ ବୋଲି କର୍ମକର୍ତ୍ତା ମାନେ ଜଣାଇଛନ୍ତି । [759, 1917, 1494, 1964]
market-road-col-4: କରି କେବଳ ୫ଟି ପିଣ୍ଡି ନିର୍ମାଣ କରିବାକୁ ଯୋଜନା କରୁଥିଲେ ମଧ୍ୟ ହାଟକୁ ଯିବା ପାଇଁ ମୁଖ୍ୟ ରାସ୍ତା କେତେ ଦୟନୀୟ ତା ପ୍ରତି ବିଭାଗ ର କୌଣସି ନିଘା ନାହିଁ । ଏହି ରାସ୍ତା ନିର୍ମାଣ ପାଇଁ ଆଦିବାସୀ ଉନ୍ନୟନ ସଂସ୍ଥା ର ଜିଲ୍ଲାଧିକାରୀଙ୍କୁ ଦେଖା କରିବାରୁ ଯାଇ ସାମ୍ବାଦିକ ବିମଳେନ୍ଦୁ ମହାପାତ୍ର ଏବଂ ସ୍ୱରୂପ ପଟ୍ଟନାୟକ ରାସ୍ତା ନିର୍ମାଣ ପାଇଁ ଆବେଦନ କରିଥିଲେ । ରାସ୍ତା ନିର୍ମାଣ ହେଲେ ହାଟକୁ ଆସୁଥିବା ବ୍ୟବସାୟୀ ଓ ଗ୍ରାହକଙ୍କ ସୁବିଧା ହେବ ବୋଲି ଆଶା କରାଯାଉଛି । [1180, 827, 1493, 927]
pm-visit-headline-line-2: ମୋଦି ଅକ୍ଟୋବର ୧୬ [574, 1607, 730, 1628]
odisha-govt-seal-icon: ♞ [529, 1930, 561, 1962]
market-road-col-1: ବୈଶିଙ୍ଗା , ୨୭/୯ (ନି.ପ୍ର): ଶହେ ବର୍ଷରୁ ଊର୍ଦ୍ଧ୍ୱ ବୈଶିଙ୍ଗା ପଞ୍ଚାୟତର ଡାହିବାଡି ସାପ୍ତାହିକ ହାଟ ଏକ ପ୍ରସିଦ୍ଧ ହାଟ ଭାବେ ପରିଚିତ । ସପ୍ତାହର ବୁଧବାର ଓ ଶନିବାର ହାଟକୁ ପଡୋଶୀ ବାଲେଶ୍ୱର, ଜଳେଶ୍ୱର, ବାରିପଦା ଆଦି ଅଞ୍ଚଳ ରୁ ବ୍ୟବସାୟୀ ମାନେ ଏହି ହାଟରେ ବ୍ୟବସାୟ କରିଥାନ୍ତି । ୧୮ନଂ ଜାତୀୟ ରାଜପଥ ଏବଂ ବୈଶିଙ୍ଗା -ଦୁଧିଆ ରାସ୍ତା ପାର୍ଶ୍ୱରେ ଏହି ହାଟ ଅବସ୍ଥିତ ଥିବାରୁ ଯୋଗାଯୋଗ ସୁବିଧା ଥିବା ହାଟ ଭାବେ ଜଣାଯାଏ । ହଜାର ହଜାର ଲୋକ ଏଠିକୁ ଆସନ୍ତି । [759, 827, 928, 998]
tourism-col-2: ବିଦ୍ୟାନ୍ତ, ନିତ୍ୟାନନ୍ଦ ନାୟକ, ମନୋଜ ବେହେରା ଉପସ୍ଥିତ ହୋଇ କାର୍ଯ୍ୟ ଆରମ୍ଭ କରିଥିଲେ । ଜିଲ୍ଲାରେ ଥିବା ପର୍ଯ୍ୟଟନ ସ୍ଥଳୀ ଗୁଡ଼ିକର ଉନ୍ନତି ନିମନ୍ତେ ସରକାର ଗୁରୁତ୍ୱ ଦେଉଛନ୍ତି । ଜିଲ୍ଲାର ଅରଡ଼ି, ଭଦ୍ରକାଳୀ ମନ୍ଦିର, ଲକ୍ଷ୍ମୀକାନ୍ତ ମେମୋରିଆଲ ପାର୍କ ଇତ୍ୟାଦି ସରକାର କରିଛନ୍ତି ବୋଲି ଜିଲ୍ଲାପାଳ ପ୍ରକାଶ କରିଥିଲେ । ଛରମ, ଶୋହିତିତିକିରା, ଆରଡ଼ି, ବିରଞ୍ଚି ନାରାୟଣ ମନ୍ଦିର, [759, 2107, 934, 2242]
bjp-headline-line-2: ପ୍ରାତ୍ୟସୁମନ ସଭାପତି ଓ ଦେବୀଶଙ୍କର ସାଧାରଣ ସଂପାଦକ [817, 1858, 1436, 1934]
tourism-col-3: ବିଭିନ୍ନ ପ୍ରକଳ୍ପ ପାଇଁ ମଞ୍ଜୁରୀ ପ୍ରାପ୍ତ ହୋଇ କାର୍ଯ୍ୟ ଆରମ୍ଭ ହୋଇଛି । ଏହି ଅବସରରେ ବିଭିନ୍ନ ସାଂସ୍କୃତିକ କାର୍ଯ୍ୟକ୍ରମ ପର୍ଯ୍ୟଟନ ବିଭାଗ ତରଫ ରୁ ଆୟୋଜନ କରାଯାଇଥିଲା । ଏଥିରେ ଭଦ୍ରକ ର ବିଭିନ୍ନ ବିଦ୍ୟାଳୟ ଓ ମହାବିଦ୍ୟାଳୟ ରୁ ଛାତ୍ର ଛାତ୍ରୀ ମାନେ ଭାଗ ନେଇଥିଲେ । ବିଚାରକ ମଣ୍ଡଳୀ ଭାବରେ ପବିତ୍ର [943, 2107, 1118, 2224]
projector-screen [759, 276, 960, 383]
tender-no-label: No: [84, 1976, 98, 1986]
tender-title: TENDER CALL NOTICE [257, 2001, 344, 2010]
story-title: ଦଶହରା ମଜାକୁ ପାଣିଚିଆ... [46, 1102, 306, 1132]
front-page-continuation-box [36, 619, 568, 1907]
continuation-story [46, 1461, 558, 1653]
story-body: ଶ୍ୱାସରୁଦ୍ଧ ହୋଇ ଚେତାଶୂନ୍ୟ ହୋଇ ପଡ଼ିଥିଲେ । ଘଟଣାସ୍ଥଳରେ ଉପସ୍ଥିତ ବିଜୟ ପରିସ୍ଥିତି ଦେଖି ତୁରନ୍ତ ତାଙ୍କ ଭାଷଣ ବନ୍ଦ କରି ଦେଇଥିଲେ । ଦଳାଚକଟାରେ ଅଚେତ ଲୋକଙ୍କୁ ନିକଟସ୍ଥ ହସ୍ପିଟାଲରେ ଭର୍ତ୍ତି କରାଯାଇଥିଲା, ଯେଉଁଠାରେ କିଛିଙ୍କ ଅବସ୍ଥା ଗୁରୁତର ଥିବା ଜଣାପଡ଼ିଛି । ତାମିଲନାଡୁ ମୁଖ୍ୟମନ୍ତ୍ରୀ ଏମକେ ଷ୍ଟାଲିନ୍ କରୁର ଘଟଣାରେ ଚିନ୍ତା ପ୍ରକାଶ କରିବା ସହ ତଦନ୍ତ ନିର୍ଦ୍ଦେଶ ଦେଇଛନ୍ତି । [46, 1018, 558, 1092]
obituary-col-2: ସମସ୍ତ ଗଠନମୂଳକ କାର୍ଯ୍ୟରେ ଅନ୍ୟମାନଙ୍କ ସହିତ ସାମିଲ ହୋଇଥିଲେ । ତାଙ୍କ ପରଲୋକରେ ବାଲିଆ ଗ୍ରାମରେ ଶୋକର ଛାୟା ଖେଳିଯାଇଛି । ଶେଷଦର୍ଶନ ନିମନ୍ତେ ସଂଘର ସଭାପତି, ସମ୍ପାଦକ ଓ ସଦସ୍ୟମାନେ ଉପସ୍ଥିତ ରହି ପୁଷ୍ପମାଲ୍ୟ ଅର୍ପଣ କରିଥିଲେ । ଅସ୍ତରାଗ ଅବସରପ୍ରାପ୍ତ ସେବା ସଂଘର ସଭାପତି ପ୍ରମୁଖ, ସଂଘର ସମ୍ପାଦକ, କାର୍ଯ୍ୟକାରୀ ସଭାପତି ତଥା ଅନ୍ୟାନ୍ୟ କର୍ମକର୍ତ୍ତା ଉପସ୍ଥିତ ହୋଇ ଶେଷ ବିଦାୟ ଶ୍ରଦ୍ଧାଞ୍ଜଳି ସ୍ୱରୂପ ପୁଷ୍ପାର୍ଘ୍ୟ ପ୍ରଦାନ କରିଥିଲେ । ଜ୍ୟେଷ୍ଠପୁତ୍ର ଉମେଶ ମୋହନ ପଣ୍ଡା ମୁଖାଗ୍ନି ଅର୍ପଣ କରିଥିଲେ । ନିଜ ପାରିବାରିକ ଶ୍ମଶାନରେ ଶେଷକୃତ୍ୟ ସମ୍ପନ୍ନ ହୋଇଥିଲା । [1126, 1479, 1494, 1579]
tourism-col-1: ଭଦ୍ରକ , ୨୭/୯ (ନି.ପ୍ର): ବିଶ୍ୱ ପର୍ଯ୍ୟଟନ ଦିବସ ସଂସ୍କୃତି ଭବନରେ ଜିଲ୍ଲାପାଳ ଦିଲୀପ ରାଉତରାୟଙ୍କ ଅଧ୍ୟକ୍ଷତାରେ ଅନୁଷ୍ଠିତ ହୋଇଯାଇଛି । ଏଥିରେ ଅତିଥି ଭାବେ ଅତିରିକ୍ତ ଜିଲ୍ଲାପାଳ ରବିନାରାୟଣ ସାହୁ, ଡେପୁଟୀ କଲେକ୍ଟର ତଥା ଜିଲ୍ଲା ସୂଚନା ଓ ଲୋକସଂପର୍କ ଅଧିକାରୀ କାର୍ତ୍ତିକ ମଣ୍ଡଳ, ଜିଲ୍ଲା ପର୍ଯ୍ୟଟନ ଅଧିକାରୀ ଅନୁପ କୁମାର ବେହେରା, କ୍ରୀଡ଼ା ବିଭାଗ ର ଓ ଏସ ଡି ରମେଶ ମହାନ୍ତି, ସୁମନ [575, 2107, 750, 2260]
story-title: ବନ୍ଧୁକ କାରଖାନାକୁ ... [46, 1321, 267, 1350]
court-story-col-1: ଭୁବନେଶ୍ୱର, ୨୭/୯ (ନି.ପ୍ର): କନ୍ଧମାଳ ଜିଲ୍ଲା ଗୋଚ୍ଛାପଡା ଥାନା ଅଂଚଳରେ ଏକ ୬ ବର୍ଷର ଶିଶୁକନ୍ୟାକୁ ବଳାତ୍କାର ମାମଲାର ରାୟ ଶୁଣାଇଛନ୍ତି ଅତିରିକ୍ତ ଜିଲ୍ଲା ଦୌରା ଜଜ ତଥା ସ୍ୱତନ୍ତ୍ର ପୋକ୍ସୋ କୋର୍ଟ ବିଚାରପତି । ସମସ୍ତ ସାକ୍ଷ୍ୟ ଓ ପ୍ରମାଣକୁ ଭିତ୍ତି କରି କୋର୍ଟ ଅଭିଯୁକ୍ତ ଅନନ୍ତ ପ୍ରଧାନ (୩୧)କୁ ଆଜୀବନ କାରାଦଣ୍ଡରେ ଦଣ୍ଡିତ କରିଛନ୍ତି । ଏଥିସହ ଅଭିଯୁକ୍ତକୁ ୬୦ ହଜାର ଟଙ୍କା ଜରିମାନା ଆଦାୟ କରିବା ନେଇ କୋର୍ଟ ନିର୍ଦ୍ଦେଶ ଦେଇଛନ୍ତି । ଏହା ସହ ପୀଡ଼ିତାକୁ ସହାୟତା ରାଶି ଦେବାକୁ ଜିଲ୍ଲା ଆଇନସେବା ପ୍ରାଧିକରଣକୁ ମଧ୍ୟ କୋର୍ଟ ନିର୍ଦ୍ଦେଶ ଦେଇଛନ୍ତି । ଏପ୍ରିଲ ୧୬ ୨୦୨୫ ମସିହା ଦିନ ଅପରାହ୍ନ ସମୟରେ ଅଭିଯୁକ୍ତ ଅନନ୍ତ ନାବାଳିକାଙ୍କୁ ଦୁଷ୍କର୍ମ [1138, 275, 1311, 517]
tender-signature [408, 2181, 541, 2226]
sig-line: Balasore [460, 2216, 490, 2224]
editorial-box [34, 136, 568, 611]
bear-headline-line-2: ଭାଲୁ ଆକ୍ରମଣରେ [585, 788, 741, 812]
pm-visit-headline-line-1: ପ୍ରଧାନମନ୍ତ୍ରୀ ନରେନ୍ଦ୍ର [574, 1572, 676, 1613]
market-road-photo [937, 821, 1171, 1105]
